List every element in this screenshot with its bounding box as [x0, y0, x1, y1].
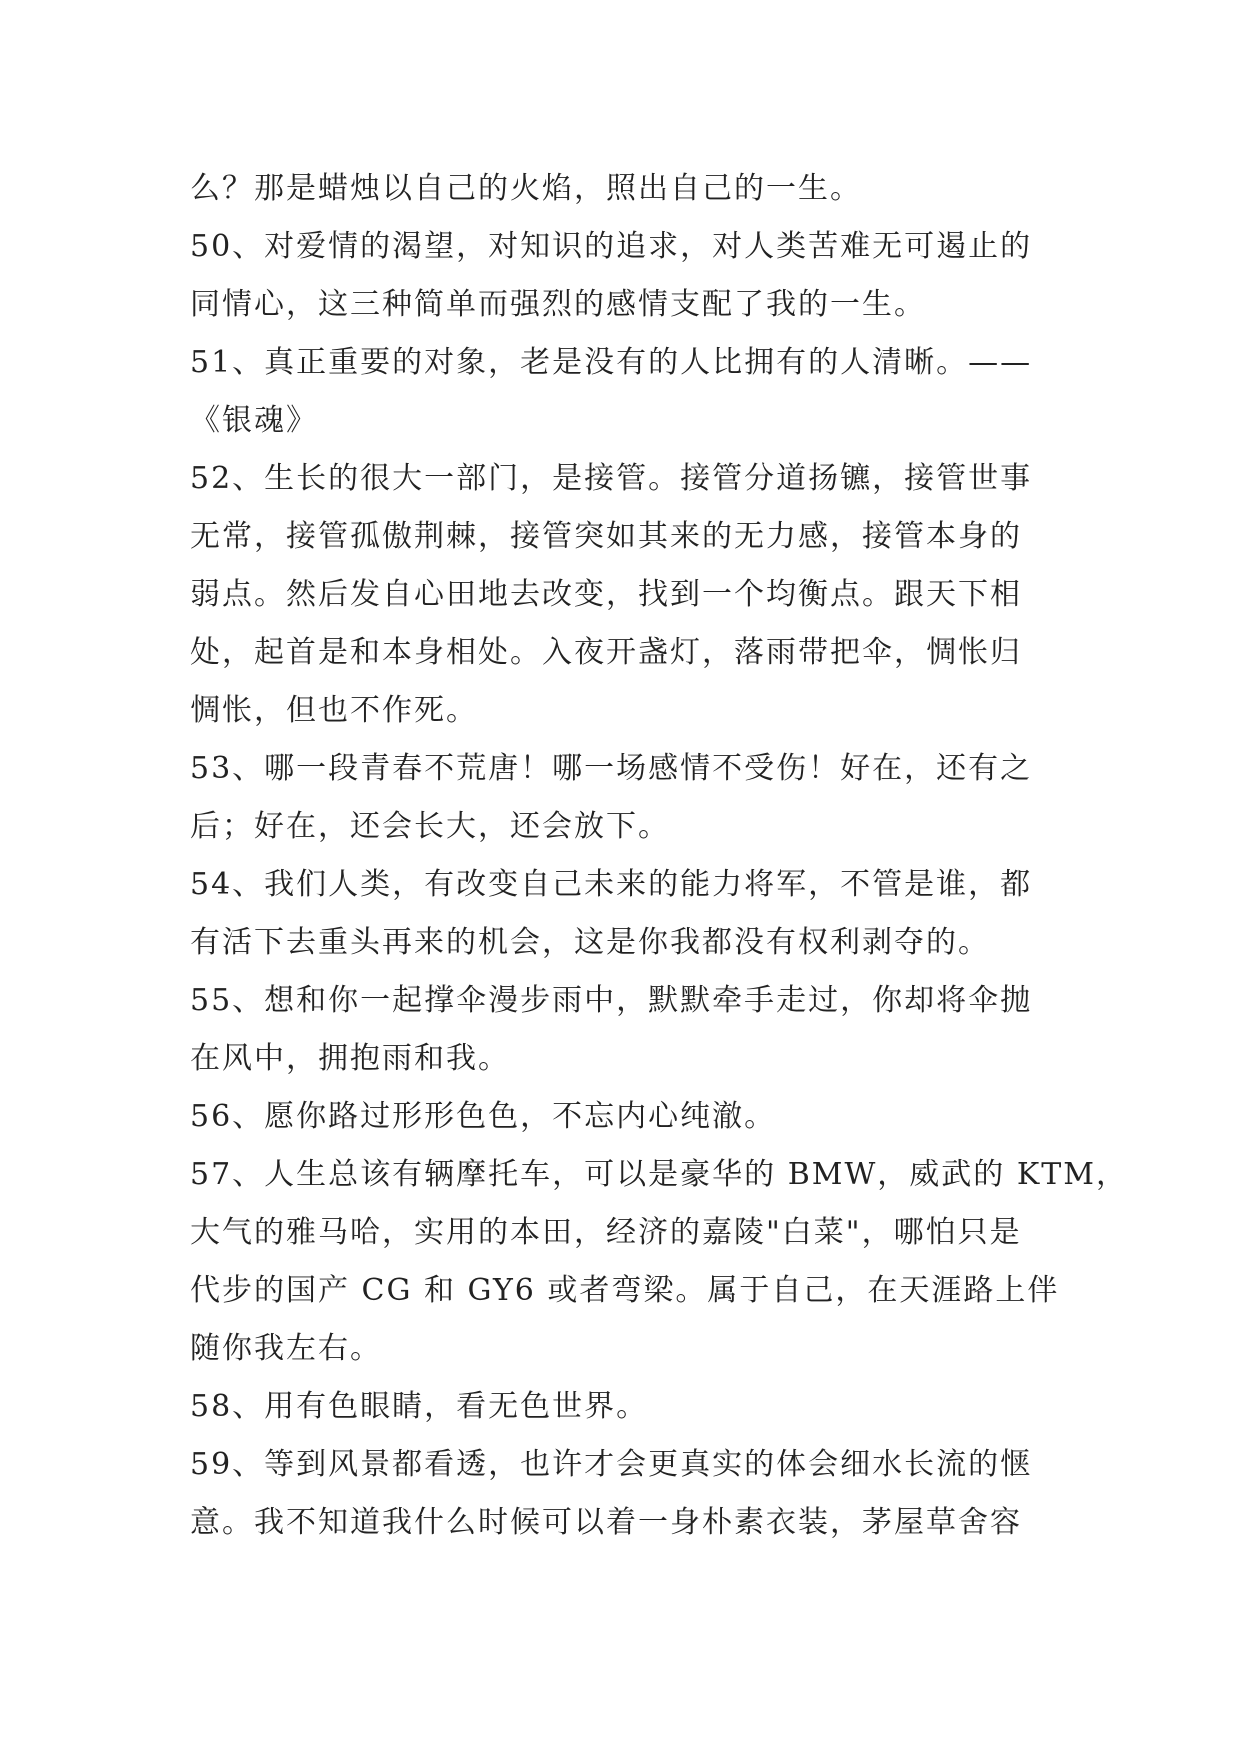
- text-line: 52、生长的很大一部门，是接管。接管分道扬镳，接管世事: [190, 461, 1033, 496]
- text-line: 么？那是蜡烛以自己的火焰，照出自己的一生。: [190, 171, 862, 206]
- text-line: 意。我不知道我什么时候可以着一身朴素衣装，茅屋草舍容: [190, 1505, 1022, 1540]
- text-line: 58、用有色眼睛，看无色世界。: [190, 1389, 649, 1424]
- text-line: 代步的国产 CG 和 GY6 或者弯梁。属于自己，在天涯路上伴: [190, 1273, 1060, 1308]
- text-line: 同情心，这三种简单而强烈的感情支配了我的一生。: [190, 287, 926, 322]
- text-line: 无常，接管孤傲荆棘，接管突如其来的无力感，接管本身的: [190, 519, 1022, 554]
- text-line: 有活下去重头再来的机会，这是你我都没有权利剥夺的。: [190, 925, 990, 960]
- text-line: 《银魂》: [190, 403, 318, 438]
- text-line: 随你我左右。: [190, 1331, 382, 1366]
- text-line: 54、我们人类，有改变自己未来的能力将军，不管是谁，都: [190, 867, 1033, 902]
- text-line: 56、愿你路过形形色色，不忘内心纯澈。: [190, 1099, 777, 1134]
- document-body: [190, 160, 1128, 1552]
- text-line: 惆怅，但也不作死。: [190, 693, 478, 728]
- text-line: 后；好在，还会长大，还会放下。: [190, 809, 670, 844]
- text-line: 在风中，拥抱雨和我。: [190, 1041, 510, 1076]
- text-line: 50、对爱情的渴望，对知识的追求，对人类苦难无可遏止的: [190, 229, 1033, 264]
- text-line: 51、真正重要的对象，老是没有的人比拥有的人清晰。——: [190, 345, 1033, 380]
- text-line: 大气的雅马哈，实用的本田，经济的嘉陵"白菜"，哪怕只是: [190, 1215, 1022, 1250]
- text-line: 处，起首是和本身相处。入夜开盏灯，落雨带把伞，惆怅归: [190, 635, 1022, 670]
- text-line: 53、哪一段青春不荒唐！哪一场感情不受伤！好在，还有之: [190, 751, 1033, 786]
- text-line: 59、等到风景都看透，也许才会更真实的体会细水长流的惬: [190, 1447, 1033, 1482]
- text-line: 55、想和你一起撑伞漫步雨中，默默牵手走过，你却将伞抛: [190, 983, 1033, 1018]
- text-line: 57、人生总该有辆摩托车，可以是豪华的 BMW，威武的 KTM，: [190, 1157, 1128, 1192]
- text-line: 弱点。然后发自心田地去改变，找到一个均衡点。跟天下相: [190, 577, 1022, 612]
